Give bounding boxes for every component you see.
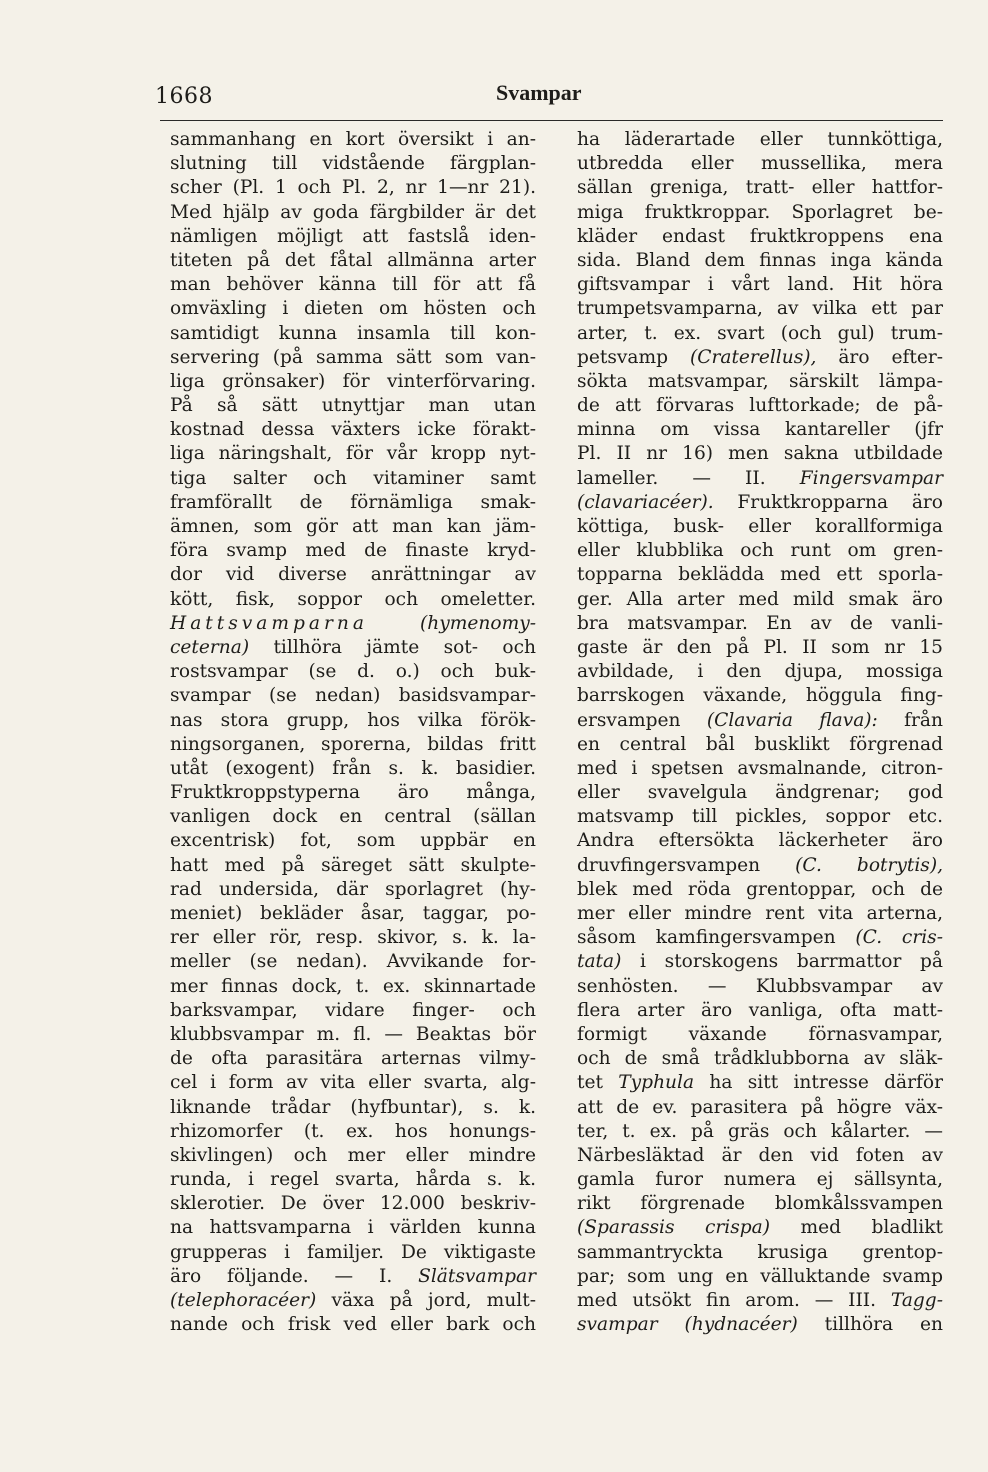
text-segment: framförallt de förnämliga smak- (170, 491, 536, 513)
text-line (170, 950, 536, 974)
text-segment: (Craterellus), (690, 346, 817, 368)
text-segment: rikt förgrenade blomkålssvampen (577, 1193, 943, 1215)
text-segment: nas stora grupp, hos vilka förök- (170, 709, 536, 731)
text-line (577, 515, 943, 539)
text-segment: de att förvaras lufttorkade; de på- (577, 395, 943, 417)
text-line (577, 805, 943, 829)
text-segment: kött, fisk, soppor och omeletter. (170, 588, 536, 610)
text-line (577, 297, 943, 321)
text-segment: senhösten. — Klubbsvampar av (577, 975, 943, 997)
text-line (170, 1023, 536, 1047)
text-segment: meniet) bekläder åsar, taggar, po- (170, 903, 536, 924)
text-segment: titeten på det fåtal allmänna arter (170, 249, 536, 271)
text-line (577, 1144, 943, 1168)
text-line (170, 1071, 536, 1095)
text-line (577, 636, 943, 660)
text-segment: tillhöra jämte sot- och (249, 636, 536, 658)
text-line (577, 1216, 943, 1240)
text-segment: mer eller mindre rent vita arterna, (577, 903, 943, 924)
text-line (170, 176, 536, 200)
text-segment: rhizomorfer (t. ex. hos honungs- (170, 1120, 536, 1142)
text-segment: sällan greniga, tratt- eller hattfor- (577, 177, 943, 199)
text-line (577, 660, 943, 684)
text-line (577, 1120, 943, 1144)
text-line (170, 926, 536, 950)
text-segment: topparna beklädda med ett sporla- (577, 564, 943, 586)
text-line (577, 781, 943, 805)
text-line (170, 757, 536, 781)
text-line (170, 975, 536, 999)
text-segment: ger. Alla arter med mild smak äro (577, 588, 943, 610)
text-segment: gaste är den på Pl. II som nr 15 (577, 636, 943, 658)
text-line (577, 128, 943, 152)
text-line (577, 757, 943, 781)
text-line (170, 201, 536, 225)
text-line (170, 225, 536, 249)
right-column (577, 128, 943, 1337)
text-segment: runda, i regel svarta, hårda s. k. (170, 1169, 536, 1191)
text-line (577, 273, 943, 297)
text-line (577, 418, 943, 442)
text-line (170, 563, 536, 587)
text-line (170, 902, 536, 926)
left-column (170, 128, 536, 1337)
text-segment: utbredda eller mussellika, mera (577, 153, 943, 175)
text-line (577, 176, 943, 200)
text-segment: (hymenomy- (367, 612, 536, 634)
text-segment: barrskogen växande, höggula fing- (577, 685, 943, 707)
text-segment: svampar (hydnacéer) (577, 1314, 798, 1336)
text-segment: Andra eftersökta läckerheter äro (577, 830, 943, 852)
text-line (170, 781, 536, 805)
text-line (577, 1023, 943, 1047)
text-segment: sida. Bland dem finnas inga kända (577, 249, 943, 271)
text-line (577, 950, 943, 974)
text-segment: slutning till vidstående färgplan- (170, 153, 536, 175)
text-line (577, 612, 943, 636)
text-line (577, 588, 943, 612)
text-segment: (Sparassis crispa) (577, 1217, 771, 1239)
text-segment: gamla furor numera ej sällsynta, (577, 1169, 943, 1191)
text-line (170, 491, 536, 515)
text-line (170, 515, 536, 539)
text-segment: sammanhang en kort översikt i an- (170, 129, 536, 150)
text-segment: (Clavaria flava): (706, 709, 878, 731)
text-segment: rad undersida, där sporlagret (hy- (170, 878, 536, 900)
text-segment: sökta matsvampar, särskilt lämpa- (577, 370, 943, 392)
text-line (170, 322, 536, 346)
text-line (577, 878, 943, 902)
text-segment: ceterna) (170, 636, 250, 658)
text-segment: liga näringshalt, för vår kropp nyt- (170, 443, 536, 465)
text-line (170, 273, 536, 297)
text-segment: blek med röda grentoppar, och de (577, 878, 943, 900)
text-segment: skivlingen) och mer eller mindre (170, 1144, 536, 1166)
text-line (170, 854, 536, 878)
text-segment: tillhöra en (797, 1314, 944, 1336)
text-line (170, 1313, 536, 1337)
text-segment: sammantryckta krusiga grentop- (577, 1241, 943, 1263)
text-segment: servering (på samma sätt som van- (170, 346, 536, 368)
text-line (170, 297, 536, 321)
text-segment: Med hjälp av goda färgbilder är det (170, 201, 536, 223)
text-line (577, 999, 943, 1023)
text-segment: med utsökt fin arom. — III. (577, 1290, 891, 1311)
text-segment: omväxling i dieten om hösten och (170, 298, 536, 320)
text-line (577, 854, 943, 878)
text-segment: minna om vissa kantareller (jfr (577, 419, 943, 441)
text-line (577, 926, 943, 950)
text-line (170, 1216, 536, 1240)
text-segment: liga grönsaker) för vinterförvaring. (170, 370, 536, 392)
text-segment: föra svamp med de finaste kryd- (170, 540, 536, 562)
text-line (577, 709, 943, 733)
text-line (170, 1265, 536, 1289)
text-line (170, 418, 536, 442)
text-segment: arter, t. ex. svart (och gul) trum- (577, 322, 943, 344)
text-segment: ersvampen (577, 709, 707, 731)
text-segment: eller klubblika och runt om gren- (577, 540, 943, 562)
text-segment: tiga salter och vitaminer samt (170, 467, 536, 489)
text-line (170, 249, 536, 273)
text-line (577, 201, 943, 225)
text-line (577, 1047, 943, 1071)
text-line (577, 1192, 943, 1216)
text-segment: Tagg- (890, 1290, 943, 1311)
text-segment: ämnen, som gör att man kan jäm- (170, 516, 536, 537)
text-segment: samtidigt kunna insamla till kon- (170, 322, 536, 344)
text-line (170, 588, 536, 612)
text-line (577, 1265, 943, 1289)
text-segment: eller svavelgula ändgrenar; god (577, 782, 943, 804)
text-line (170, 1289, 536, 1313)
text-line (577, 902, 943, 926)
text-line (170, 370, 536, 394)
text-segment: nande och frisk ved eller bark och (170, 1314, 536, 1336)
text-segment: nämligen möjligt att fastslå iden- (170, 225, 536, 247)
text-segment: cel i form av vita eller svarta, alg- (170, 1072, 536, 1094)
text-segment: att de ev. parasitera på högre väx- (577, 1096, 943, 1118)
text-segment: tet (577, 1072, 619, 1094)
text-segment: liknande trådar (hyfbuntar), s. k. (170, 1096, 536, 1118)
text-segment: giftsvampar i vårt land. Hit höra (577, 274, 943, 296)
text-line (170, 152, 536, 176)
text-line (577, 225, 943, 249)
page-number: 1668 (155, 84, 213, 109)
text-segment: svampar (se nedan) basidsvampar- (170, 685, 536, 707)
text-line (170, 1096, 536, 1120)
text-segment: tata) (577, 951, 622, 973)
text-line (577, 1313, 943, 1337)
text-segment: scher (Pl. 1 och Pl. 2, nr 1—nr 21). (170, 177, 536, 199)
text-line (577, 1071, 943, 1095)
text-line (577, 370, 943, 394)
text-segment: petsvamp (577, 346, 690, 368)
text-line (170, 1168, 536, 1192)
text-line (170, 636, 536, 660)
text-segment: formigt växande förnasvampar, (577, 1023, 943, 1045)
text-segment: man behöver känna till för att få (170, 274, 536, 296)
text-segment: na hattsvamparna i världen kunna (170, 1217, 536, 1239)
text-segment: (clavariacéer). (577, 491, 714, 513)
text-segment: ningsorganen, sporerna, bildas fritt (170, 733, 536, 755)
text-segment: kostnad dessa växters icke förakt- (170, 419, 536, 441)
text-segment: Fruktkropparna äro (713, 491, 943, 513)
text-line (577, 1096, 943, 1120)
text-segment: utåt (exogent) från s. k. basidier. (170, 757, 536, 779)
text-segment: ha sitt intresse därför (694, 1072, 943, 1094)
text-line (170, 128, 536, 152)
text-line (170, 805, 536, 829)
text-line (170, 829, 536, 853)
text-segment: excentrisk) fot, som uppbär en (170, 830, 536, 852)
text-segment: flera arter äro vanliga, ofta matt- (577, 999, 943, 1021)
text-line (170, 684, 536, 708)
text-line (170, 733, 536, 757)
text-segment: ter, t. ex. på gräs och kålarter. — (577, 1120, 943, 1142)
text-segment: Slätsvampar (418, 1265, 536, 1287)
text-segment: klubbsvampar m. fl. — Beaktas bör (170, 1023, 536, 1045)
text-segment: (C. botrytis), (795, 854, 943, 876)
text-line (577, 1168, 943, 1192)
text-segment: sklerotier. De över 12.000 beskriv- (170, 1193, 536, 1215)
text-segment: (C. cris- (855, 927, 943, 949)
text-segment: vanligen dock en central (sällan (170, 806, 536, 828)
header-rule (160, 120, 943, 121)
text-segment: På så sätt utnyttjar man utan (170, 395, 536, 417)
text-line (170, 442, 536, 466)
text-line (577, 829, 943, 853)
text-line (577, 152, 943, 176)
text-segment: hatt med på säreget sätt skulpte- (170, 854, 536, 876)
text-segment: med i spetsen avsmalnande, citron- (577, 757, 943, 779)
text-segment: med bladlikt (770, 1217, 943, 1239)
text-line (577, 467, 943, 491)
text-line (577, 394, 943, 418)
text-segment: grupperas i familjer. De viktigaste (170, 1241, 536, 1263)
text-line (170, 1192, 536, 1216)
text-segment: i storskogens barrmattor på (621, 951, 943, 973)
text-line (170, 1144, 536, 1168)
text-segment: barksvampar, vidare finger- och (170, 999, 536, 1021)
text-segment: växa på jord, mult- (316, 1290, 536, 1311)
text-segment: druvfingersvampen (577, 854, 796, 876)
text-line (577, 684, 943, 708)
text-line (170, 1241, 536, 1265)
text-line (577, 346, 943, 370)
text-segment: köttiga, busk- eller korallformiga (577, 516, 943, 537)
text-line (170, 1120, 536, 1144)
text-line (170, 467, 536, 491)
text-segment: kläder endast fruktkroppens ena (577, 225, 943, 247)
running-head: Svampar (496, 80, 582, 105)
text-segment: de ofta parasitära arternas vilmy- (170, 1048, 536, 1070)
text-line (577, 442, 943, 466)
text-segment: dor vid diverse anrättningar av (170, 564, 536, 586)
text-line (170, 660, 536, 684)
text-line (170, 539, 536, 563)
text-segment: Typhula (618, 1072, 695, 1094)
text-line (170, 1047, 536, 1071)
text-segment: trumpetsvamparna, av vilka ett par (577, 298, 943, 320)
text-line (577, 733, 943, 757)
text-segment: äro följande. — I. (170, 1265, 419, 1287)
text-segment: (telephoracéer) (170, 1290, 317, 1311)
text-segment: lameller. — II. (577, 467, 800, 489)
text-segment: matsvamp till pickles, soppor etc. (577, 806, 943, 828)
text-line (577, 491, 943, 515)
text-line (170, 709, 536, 733)
text-segment: såsom kamfingersvampen (577, 927, 856, 949)
text-line (577, 322, 943, 346)
text-line (577, 563, 943, 587)
text-segment: bra matsvampar. En av de vanli- (577, 612, 943, 634)
text-segment: och de små trådklubborna av släk- (577, 1048, 943, 1070)
text-line (577, 249, 943, 273)
text-segment: meller (se nedan). Avvikande for- (170, 951, 536, 973)
text-line (577, 539, 943, 563)
text-segment: avbildade, i den djupa, mossiga (577, 661, 943, 683)
text-segment: mer finnas dock, t. ex. skinnartade (170, 975, 536, 997)
text-segment: Fruktkroppstyperna äro många, (170, 782, 536, 804)
text-segment: Närbesläktad är den vid foten av (577, 1144, 943, 1166)
text-line (577, 1289, 943, 1313)
text-line (170, 394, 536, 418)
text-segment: från (877, 709, 943, 731)
text-segment: Hattsvamparna (170, 612, 368, 634)
text-segment: äro efter- (816, 346, 943, 368)
text-segment: par; som ung en välluktande svamp (577, 1265, 943, 1287)
text-segment: en central bål busklikt förgrenad (577, 733, 943, 755)
text-segment: rer eller rör, resp. skivor, s. k. la- (170, 927, 536, 949)
text-line (170, 346, 536, 370)
text-line (577, 1241, 943, 1265)
text-segment: Pl. II nr 16) men sakna utbildade (577, 443, 943, 465)
text-line (170, 999, 536, 1023)
text-segment: rostsvampar (se d. o.) och buk- (170, 661, 536, 683)
text-segment: ha läderartade eller tunnköttiga, (577, 129, 943, 150)
text-segment: miga fruktkroppar. Sporlagret be- (577, 201, 943, 223)
text-line (170, 878, 536, 902)
text-line (577, 975, 943, 999)
text-segment: Fingersvampar (799, 467, 943, 489)
text-line (170, 612, 536, 636)
